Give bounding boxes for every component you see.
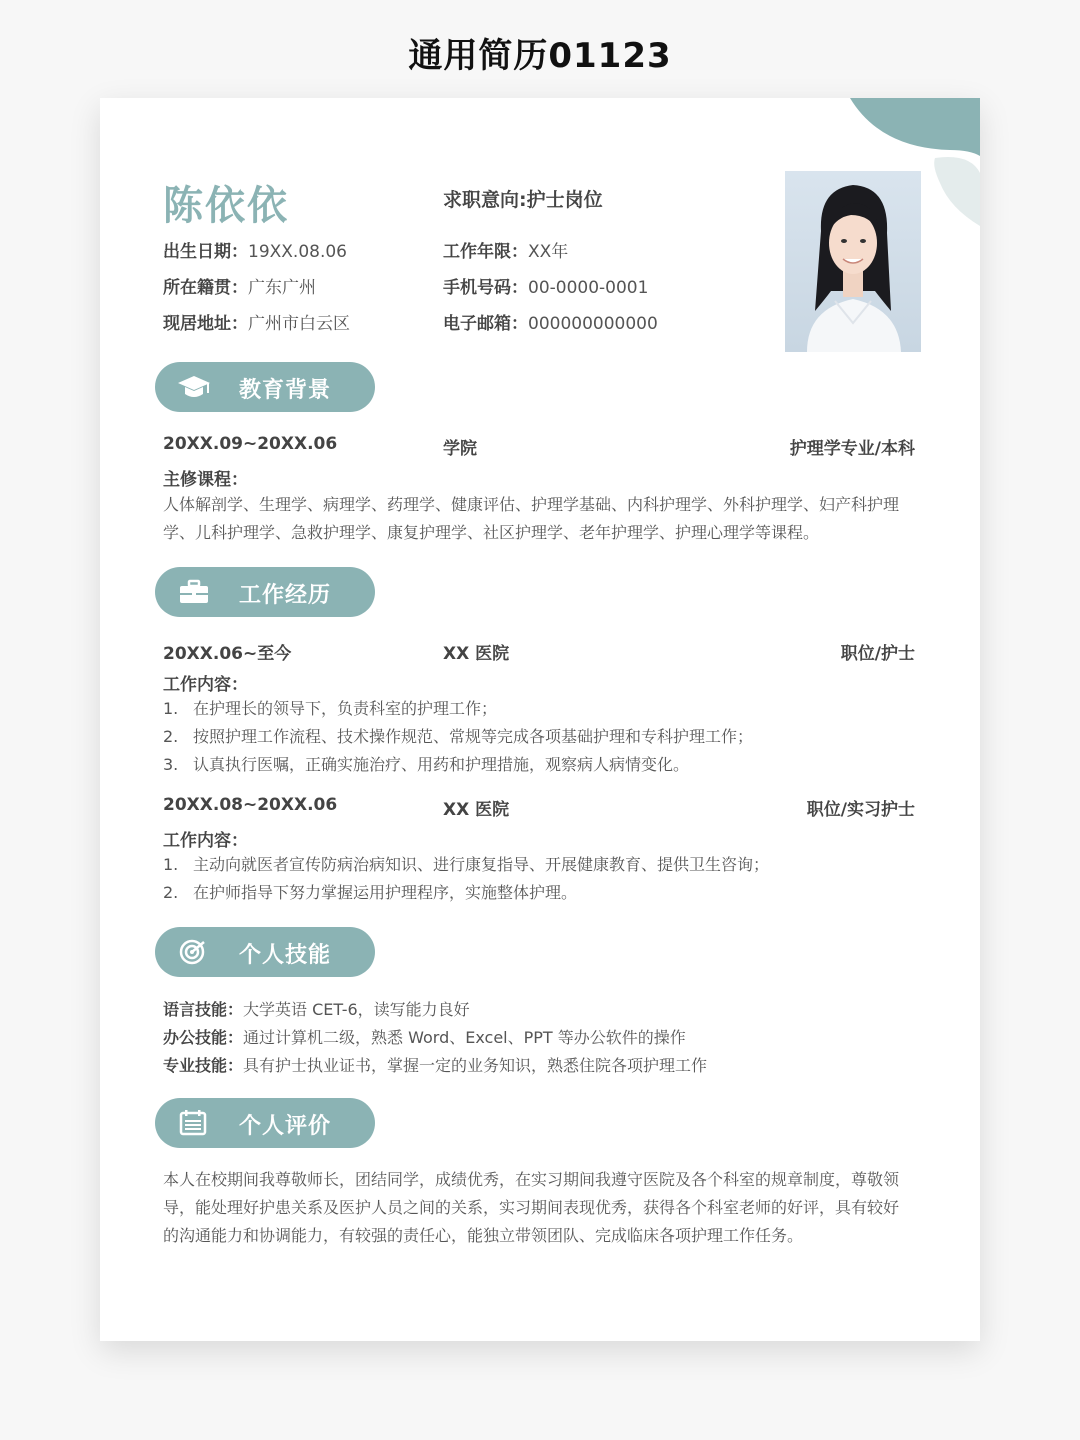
section-header-education [155,362,375,412]
edu-period: 20XX.09~20XX.06 [163,434,338,454]
native-place [163,273,316,298]
years-value: XX年 [528,242,569,262]
target-icon [177,939,211,965]
address-label: 现居地址： [163,314,248,334]
section-title-evaluation: 个人评价 [239,1114,332,1139]
job-org: XX 医院 [443,800,510,820]
job-duties-list [163,695,923,779]
job-period: 20XX.06~至今 [163,644,292,664]
phone-number [443,273,648,298]
skill-language: 语言技能：大学英语 CET-6，读写能力良好 [163,1000,470,1019]
birth-date [163,237,347,262]
job-content-label: 工作内容： [163,675,248,695]
job-position: 职位/护士 [840,644,915,664]
evaluation-line: 导，能处理好护患关系及医护人员之间的关系，实习期间表现优秀，获得各个科室老师的好评，具有较好 [163,1198,900,1217]
job-org: XX 医院 [443,644,510,664]
evaluation-line: 的沟通能力和协调能力，有较强的责任心，能独立带领团队、完成临床各项护理工作任务。 [163,1226,804,1245]
phone-value: 00-0000-0001 [528,278,649,298]
resume-sheet [100,98,980,1341]
portrait-illustration [785,171,921,352]
list-item: 1. 在护理长的领导下，负责科室的护理工作； [163,699,498,718]
section-title-skills: 个人技能 [239,943,332,968]
courses-line: 学、儿科护理学、急救护理学、康复护理学、社区护理学、老年护理学、护理心理学等课程。 [163,523,820,542]
email-label: 电子邮箱： [443,314,528,334]
briefcase-icon [177,579,211,605]
list-item: 2. 按照护理工作流程、技术操作规范、常规等完成各项基础护理和专科护理工作； [163,727,754,746]
job-content-label: 工作内容： [163,831,248,851]
list-item: 1. 主动向就医者宣传防病治病知识、进行康复指导、开展健康教育、提供卫生咨询； [163,855,770,874]
evaluation-line: 本人在校期间我尊敬师长，团结同学，成绩优秀，在实习期间我遵守医院及各个科室的规章制度，尊敬领 [163,1170,900,1189]
candidate-name: 陈依依 [163,183,289,229]
job-duties-list [163,851,923,907]
native-label: 所在籍贯： [163,278,248,298]
job-position: 职位/实习护士 [806,800,915,820]
courses-label: 主修课程： [163,470,248,490]
email-value: 000000000000 [528,314,658,334]
section-header-skills [155,927,375,977]
page-title: 通用简历01123 [408,36,672,76]
skill-professional: 专业技能：具有护士执业证书，掌握一定的业务知识，熟悉住院各项护理工作 [163,1056,708,1075]
skill-office: 办公技能：通过计算机二级，熟悉 Word、Excel、PPT 等办公软件的操作 [163,1028,686,1047]
years-label: 工作年限： [443,242,528,262]
address-value: 广州市白云区 [248,314,350,334]
section-title-work: 工作经历 [239,583,332,608]
courses-line: 人体解剖学、生理学、病理学、药理学、健康评估、护理学基础、内科护理学、外科护理学、妇产科护理 [163,495,900,514]
profile-photo [785,171,921,352]
graduation-cap-icon [177,374,211,400]
section-title-education: 教育背景 [239,378,332,403]
native-value: 广东广州 [248,278,316,298]
notepad-icon [177,1110,211,1136]
section-header-evaluation [155,1098,375,1148]
list-item: 2. 在护师指导下努力掌握运用护理程序，实施整体护理。 [163,883,578,902]
list-item: 3. 认真执行医嘱，正确实施治疗、用药和护理措施，观察病人病情变化。 [163,755,690,774]
birth-label: 出生日期： [163,242,248,262]
job-intent: 求职意向:护士岗位 [443,189,603,211]
current-address [163,309,350,334]
edu-major: 护理学专业/本科 [789,439,915,459]
email [443,309,658,334]
phone-label: 手机号码： [443,278,528,298]
job-period: 20XX.08~20XX.06 [163,795,338,815]
courses-text [163,491,915,547]
work-years [443,237,568,262]
evaluation-text [163,1166,915,1250]
edu-school: 学院 [443,439,477,459]
section-header-work [155,567,375,617]
birth-value: 19XX.08.06 [248,242,347,262]
